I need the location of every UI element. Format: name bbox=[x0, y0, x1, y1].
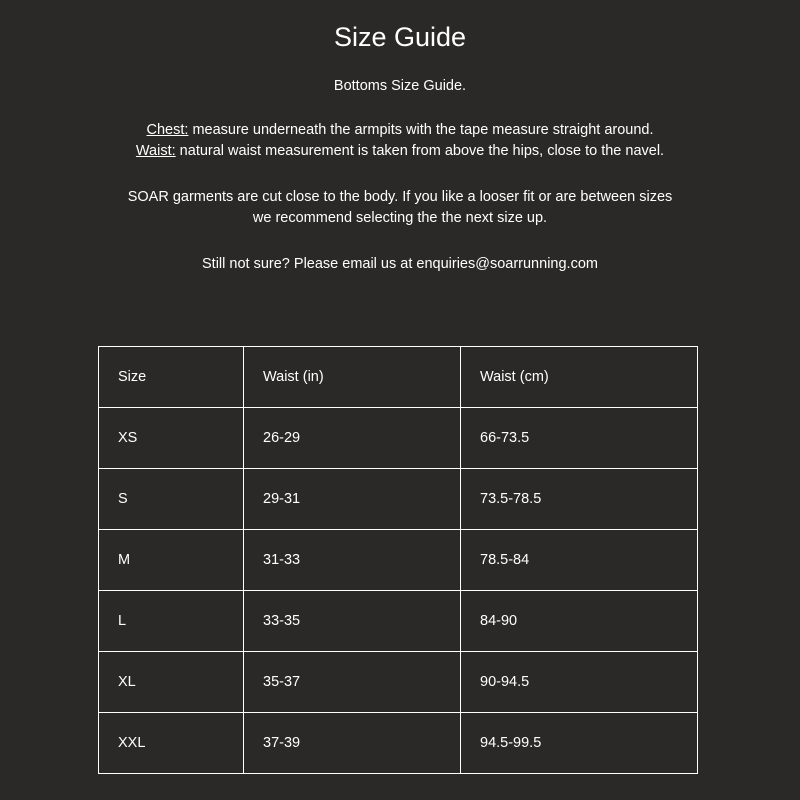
table-row bbox=[99, 591, 698, 652]
cell-size: S bbox=[99, 469, 244, 530]
table-row bbox=[99, 652, 698, 713]
chest-text: measure underneath the armpits with the tape measure straight around. bbox=[188, 122, 654, 138]
waist-instruction bbox=[0, 141, 800, 162]
cell-waist-in: 37-39 bbox=[244, 713, 461, 774]
header-size: Size bbox=[99, 347, 244, 408]
page-title: Size Guide bbox=[333, 22, 467, 52]
table-row bbox=[99, 469, 698, 530]
cell-waist-in: 31-33 bbox=[244, 530, 461, 591]
size-table bbox=[98, 346, 698, 774]
cell-waist-cm: 66-73.5 bbox=[461, 408, 698, 469]
chest-instruction bbox=[0, 120, 800, 141]
cell-size: XS bbox=[99, 408, 244, 469]
cell-size: M bbox=[99, 530, 244, 591]
cell-waist-in: 29-31 bbox=[244, 469, 461, 530]
waist-text: natural waist measurement is taken from above the hips, close to the navel. bbox=[175, 143, 665, 159]
chest-term: Chest: bbox=[146, 122, 189, 138]
cell-waist-cm: 73.5-78.5 bbox=[461, 469, 698, 530]
table-header-row bbox=[99, 347, 698, 408]
cell-waist-cm: 78.5-84 bbox=[461, 530, 698, 591]
fit-note-line-2: we recommend selecting the the next size up. bbox=[252, 210, 548, 226]
waist-term: Waist: bbox=[135, 143, 176, 159]
cell-waist-in: 26-29 bbox=[244, 408, 461, 469]
fit-note bbox=[0, 187, 800, 229]
cell-waist-cm: 84-90 bbox=[461, 591, 698, 652]
table-row bbox=[99, 530, 698, 591]
table-row bbox=[99, 408, 698, 469]
cell-size: XL bbox=[99, 652, 244, 713]
table-row bbox=[99, 713, 698, 774]
measurement-instructions bbox=[0, 120, 800, 162]
cell-size: L bbox=[99, 591, 244, 652]
subtitle: Bottoms Size Guide. bbox=[333, 78, 467, 94]
fit-note-line-1: SOAR garments are cut close to the body. If you like a looser fit or are between sizes bbox=[127, 189, 673, 205]
header-waist-cm: Waist (cm) bbox=[461, 347, 698, 408]
cell-waist-in: 35-37 bbox=[244, 652, 461, 713]
cell-size: XXL bbox=[99, 713, 244, 774]
header-waist-in: Waist (in) bbox=[244, 347, 461, 408]
cell-waist-cm: 90-94.5 bbox=[461, 652, 698, 713]
contact-note: Still not sure? Please email us at enquiries@soarrunning.com bbox=[202, 256, 598, 272]
cell-waist-in: 33-35 bbox=[244, 591, 461, 652]
cell-waist-cm: 94.5-99.5 bbox=[461, 713, 698, 774]
